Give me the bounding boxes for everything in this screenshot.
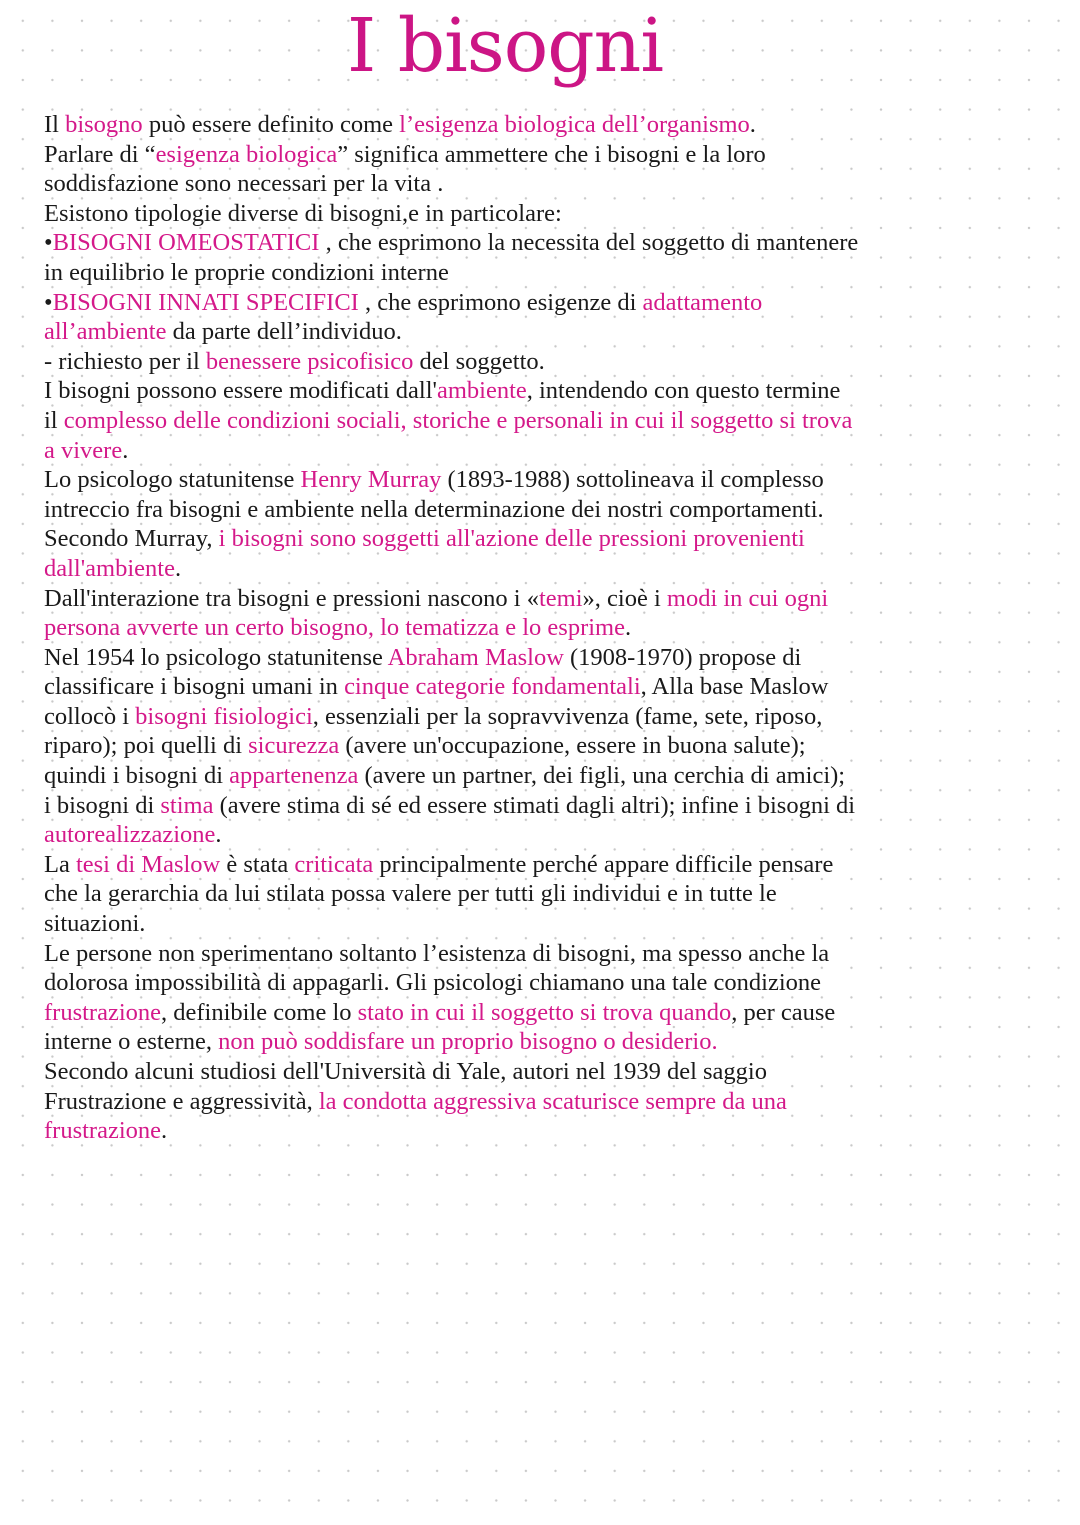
highlighted-text: ambiente [436, 377, 527, 405]
body-text: soddisfazione sono necessari per la vita . [44, 170, 444, 198]
body-text: dolorosa impossibilità di appagarli. Gli psicologi chiamano una tale condizione [44, 969, 822, 997]
body-text: . [174, 554, 182, 582]
text-line [44, 258, 1064, 288]
text-line [44, 199, 1064, 229]
body-text: », cioè i [582, 584, 667, 612]
body-text: (avere un'occupazione, essere in buona salute); [339, 732, 806, 760]
text-line [44, 761, 1064, 791]
highlighted-text: Henry Murray [300, 466, 442, 494]
body-text: . [624, 614, 632, 642]
text-line [44, 672, 1064, 702]
highlighted-text: esigenza biologica [155, 140, 338, 168]
text-line [44, 968, 1064, 998]
text-line [44, 998, 1064, 1028]
body-text: riparo); poi quelli di [44, 732, 249, 760]
body-text: in equilibrio le proprie condizioni interne [44, 258, 449, 286]
text-line [44, 554, 1064, 584]
body-text: - richiesto per il [44, 347, 206, 375]
body-text: Frustrazione e aggressività, [44, 1087, 319, 1115]
body-text: • [44, 229, 53, 257]
text-line [44, 939, 1064, 969]
highlighted-text: frustrazione [44, 998, 161, 1026]
highlighted-text: persona avverte un certo bisogno, lo tematizza e lo esprime [44, 614, 625, 642]
highlighted-text: frustrazione [44, 1117, 161, 1145]
body-text: da parte dell’individuo. [166, 318, 402, 346]
body-text: i bisogni di [44, 791, 161, 819]
highlighted-text: cinque categorie fondamentali [344, 673, 641, 701]
body-text: che la gerarchia da lui stilata possa valere per tutti gli individui e in tutte le [44, 880, 777, 908]
text-line [44, 909, 1064, 939]
body-text: Parlare di “ [44, 140, 156, 168]
body-text: . [749, 111, 756, 138]
page-title: I bisogni [346, 3, 663, 89]
body-text: interne o esterne, [44, 1028, 219, 1056]
highlighted-text: la condotta aggressiva scaturisce sempre da una [318, 1087, 787, 1115]
text-line [44, 791, 1064, 821]
text-line [44, 110, 1064, 140]
body-text: , essenziali per la sopravvivenza (fame, sete, riposo, [312, 702, 823, 730]
body-text: del soggetto. [413, 347, 545, 375]
body-text: (1908-1970) propose di [563, 643, 802, 671]
body-text: intreccio fra bisogni e ambiente nella determinazione dei nostri comportamenti. [44, 495, 824, 523]
body-text: Secondo Murray, [44, 525, 219, 553]
highlighted-text: tesi di Maslow [75, 850, 221, 878]
body-text: • [44, 288, 53, 316]
text-line [44, 495, 1064, 525]
body-text: . [215, 821, 222, 849]
body-text: I bisogni possono essere modificati dall' [44, 377, 437, 405]
text-line [44, 613, 1064, 643]
text-line [44, 1057, 1064, 1087]
highlighted-text: a vivere [44, 436, 123, 464]
body-text: è stata [220, 850, 295, 878]
body-text: Il [44, 111, 66, 138]
text-line [44, 1087, 1064, 1117]
highlighted-text: autorealizzazione [44, 821, 216, 849]
text-line [44, 643, 1064, 673]
body-text: La [44, 850, 76, 878]
highlighted-text: adattamento [642, 288, 763, 316]
body-text: , che esprimono la necessita del soggetto di mantenere [319, 229, 859, 257]
highlighted-text: stato in cui il soggetto si trova quando [357, 998, 732, 1026]
highlighted-text: appartenenza [229, 762, 359, 790]
text-line [44, 140, 1064, 170]
text-line [44, 317, 1064, 347]
text-line [44, 169, 1064, 199]
highlighted-text: stima [160, 791, 214, 819]
body-text: Dall'interazione tra bisogni e pressioni nascono i « [44, 584, 539, 612]
body-text: . [122, 436, 129, 464]
highlighted-text: criticata [294, 850, 374, 878]
text-line [44, 1116, 1064, 1146]
body-text: può essere definito come [142, 111, 400, 138]
body-text: . [161, 1117, 168, 1145]
body-text: classificare i bisogni umani in [44, 673, 345, 701]
body-text: , definibile come lo [161, 998, 358, 1026]
highlighted-text: benessere psicofisico [205, 347, 414, 375]
body-text: ” significa ammettere che i bisogni e la loro [337, 140, 766, 168]
body-text: Secondo alcuni studiosi dell'Università di Yale, autori nel 1939 del saggio [44, 1058, 767, 1085]
text-line [44, 879, 1064, 909]
highlighted-text: Abraham Maslow [387, 643, 564, 671]
text-line [44, 702, 1064, 732]
highlighted-text: dall'ambiente [44, 554, 175, 582]
body-text: il [44, 406, 64, 434]
body-text: (avere stima di sé ed essere stimati dagli altri); infine i bisogni di [213, 791, 856, 819]
highlighted-text: sicurezza [248, 732, 340, 760]
body-text: Le persone non sperimentano soltanto l’esistenza di bisogni, ma spesso anche la [44, 939, 830, 967]
body-text: principalmente perché appare difficile pensare [373, 850, 834, 878]
highlighted-text: temi [538, 584, 583, 612]
text-line [44, 850, 1064, 880]
body-text: , per cause [731, 998, 836, 1026]
body-text: , intendendo con questo termine [526, 377, 841, 405]
text-line [44, 406, 1064, 436]
body-text: situazioni. [44, 910, 146, 938]
highlighted-text: all’ambiente [44, 318, 167, 346]
highlighted-text: bisogni fisiologici [135, 702, 313, 730]
document-body [44, 110, 1064, 1146]
text-line [44, 1027, 1064, 1057]
text-line [44, 731, 1064, 761]
body-text: quindi i bisogni di [44, 762, 230, 790]
body-text: (avere un partner, dei figli, una cerchia di amici); [358, 762, 846, 790]
body-text: , che esprimono esigenze di [358, 288, 643, 316]
text-line [44, 228, 1064, 258]
highlighted-text: i bisogni sono soggetti all'azione delle pressioni provenienti [218, 525, 805, 553]
highlighted-text: non può soddisfare un proprio bisogno o desiderio. [218, 1028, 718, 1056]
highlighted-text: l’esigenza biologica dell’organismo [399, 111, 750, 138]
text-line [44, 376, 1064, 406]
text-line [44, 465, 1064, 495]
body-text: Lo psicologo statunitense [44, 466, 301, 494]
highlighted-text: modi in cui ogni [666, 584, 829, 612]
body-text: Esistono tipologie diverse di bisogni,e in particolare: [44, 199, 562, 227]
body-text: , Alla base Maslow [640, 673, 829, 701]
text-line [44, 524, 1064, 554]
text-line [44, 820, 1064, 850]
text-line [44, 347, 1064, 377]
text-line [44, 436, 1064, 466]
highlighted-text: bisogno [65, 111, 143, 138]
text-line [44, 584, 1064, 614]
highlighted-text: BISOGNI OMEOSTATICI [52, 229, 320, 257]
highlighted-text: complesso delle condizioni sociali, storiche e personali in cui il soggetto si trova [63, 406, 853, 434]
text-line [44, 288, 1064, 318]
body-text: (1893-1988) sottolineava il complesso [441, 466, 824, 494]
body-text: Nel 1954 lo psicologo statunitense [44, 643, 388, 671]
highlighted-text: BISOGNI INNATI SPECIFICI [52, 288, 359, 316]
body-text: collocò i [44, 702, 136, 730]
